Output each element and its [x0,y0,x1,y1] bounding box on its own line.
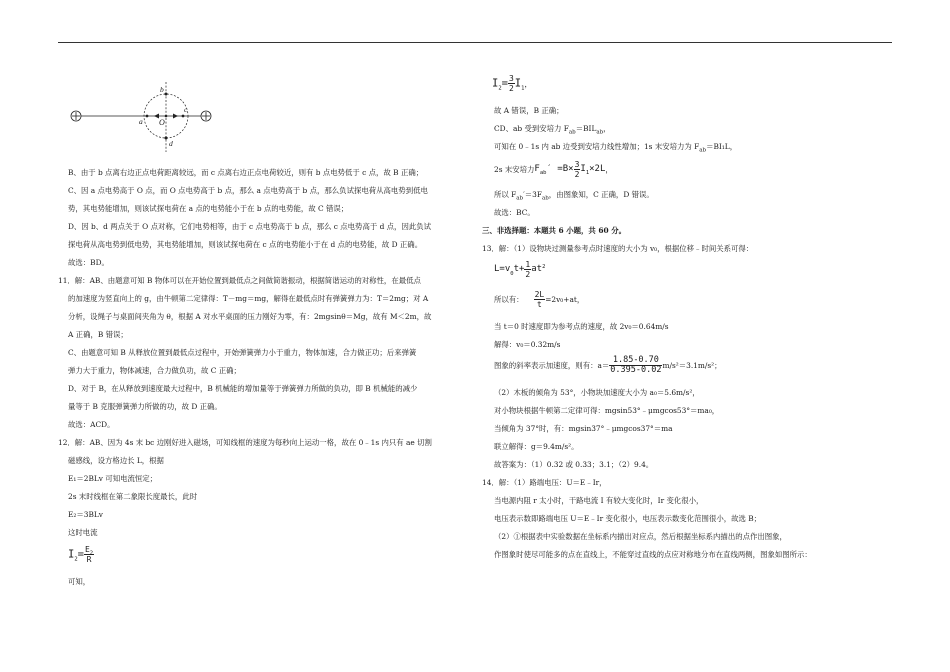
r-line2: CD、ab 受到安培力 $F_{ab}=BIL_{ab}$， [494,124,611,136]
q12-line1: 12．解：AB、因为 4s 末 bc 边刚好进入磁场，可知线框的速度为每秒向上运动一格，故在 0﹣1s 内只有 ae 切割 [58,438,432,447]
q10-option-b: B、由于 b 点离右边正点电荷距离较远，而 c 点离右边正点电荷较近，则有 b 点电势低于 c 点，故 B 正确； [68,168,424,177]
r-line1: 故 A 错误，B 正确； [494,106,564,115]
q13-line2: 所以有： $\frac{2L}{t}$ =2v₀+at， [494,290,585,309]
label-d: d [169,139,173,148]
q11-line4: A 正确，B 错误； [68,330,128,339]
r-line3: 可知在 0﹣1s 内 ab 边受到安培力线性增加；1s 末安培力为 $F_{ab}=BI_1L$， [494,142,738,154]
q14-line4: （2）①根据表中实验数据在坐标系内描出对应点，然后根据坐标系内描出的点作出图象， [494,532,787,541]
q10-answer: 故选：BD。 [68,258,109,267]
q10-option-c-line1: C、因 a 点电势高于 O 点，而 O 点电势高于 b 点，那么 a 点电势高于 b 点，那么负试探电荷从高电势到低电 [68,186,428,195]
q13-line4: 解得：v₀＝0.32m/s [494,340,561,349]
q13-line3: 当 t＝0 时速度即为参考点的速度，故 2v₀＝0.64m/s [494,322,669,331]
electric-field-figure [66,80,216,154]
label-c: c [184,105,188,114]
arrow-right-icon [173,114,178,119]
q11-line8: 量等于 B 克服弹簧弹力所做的功，故 D 正确。 [68,402,222,411]
q11-answer: 故选：ACD。 [68,420,115,429]
label-b: b [160,85,164,94]
q13-line7: 对小物块根据牛顿第二定律可得：mgsin53°﹣μmgcos53°＝ma₀， [494,406,720,415]
q12-line7: 可知， [68,577,91,586]
q11-line6: 弹力大于重力，物体减速，合力做负功，故 C 正确； [68,366,241,375]
r-line5: 所以 $F_{ab}'=3F_{ab}$，由图象知，C 正确，D 错误。 [494,190,654,202]
right-positive-charge-icon [201,111,211,121]
q11-line2: 的加速度为竖直向上的 g，由牛顿第二定律得：T－mg＝mg，解得在最低点时有弹簧弹力为：T＝2mg；对 A [68,294,429,303]
page-top-rule [58,42,892,43]
q14-line2: 当电源内阻 r 太小时，干路电流 I 有较大变化时，Ir 变化很小， [494,496,704,505]
q13-line1: 13．解：（1）设物块过测量参考点时速度的大小为 v₀，根据位移﹣时间关系可得： [482,244,754,253]
label-a: a [139,117,143,126]
q13-line9: 联立解得：g＝9.4m/s²。 [494,442,579,451]
q14-line3: 电压表示数即路端电压 U＝E﹣Ir 变化很小，电压表示数变化范围很小，故选 B； [494,514,762,523]
q14-line5: 作图象时使尽可能多的点在直线上，不能穿过直线的点应对称地分布在直线两侧，图象如图所示： [494,550,812,559]
q13-displacement-formula: $L=v_0t+$ $\frac{1}{2}$ $at^2$ [494,260,546,279]
q11-line5: C、由题意可知 B 从释放位置到最低点过程中，开始弹簧弹力小于重力，物体加速，合力做正功；后来弹簧 [68,348,417,357]
q11-line1: 11．解：AB、由题意可知 B 物体可以在开始位置到最低点之间做简谐振动，根据简谐运动的对称性，在最低点 [58,276,421,285]
q12-line6: 这时电流 [68,528,98,537]
label-o: O [159,118,165,127]
q13-answer: 故答案为：（1）0.32 或 0.33；3.1；（2）9.4。 [494,460,654,469]
q11-line7: D、对于 B，在从释放到速度最大过程中，B 机械能的增加量等于弹簧弹力所做的负功，即 B 机械能的减少 [68,384,418,393]
q11-line3: 分析，设绳子与桌面间夹角为 θ，根据 A 对水平桌面的压力刚好为零，有：2mgsinθ＝Mg，故有 M＜2m，故 [68,312,432,321]
q13-line8: 当倾角为 37°时，有：mgsin37°﹣μmgcos37°＝ma [494,424,673,433]
q12-line3: E₁＝2BLv 可知电流恒定； [68,474,158,483]
q14-line1: 14．解：（1）路端电压：U＝E﹣Ir， [482,478,607,487]
r-line4-ampere-force: 2s 末安培力$F_{ab}' =B\times$ $\frac{3}{2}$ $I_1\times 2L$， [494,160,613,179]
q10-option-d-line2: 探电荷从高电势到低电势，其电势能增加，则该试探电荷在 c 点的电势能小于在 d 点的电势能，故 D 正确。 [68,240,423,249]
q12-line5: E₂＝3BLv [68,510,103,519]
left-positive-charge-icon [71,111,81,121]
section3-heading: 三、非选择题：本题共 6 小题，共 60 分。 [482,226,626,235]
q12-line2: 磁感线，设方格边长 L，根据 [68,456,164,465]
q13-line5-slope: 图象的斜率表示加速度，则有：a＝ $\frac{1.85-0.70}{0.395-0.02}$ m/s²＝3.1m/s²； [494,355,722,375]
q12-line4: 2s 末时线框在第二象限长度最长，此时 [68,492,198,501]
current-ratio-formula: $I_2=$ $\frac{3}{2}$ $I_1$， [492,74,532,93]
q13-line6: （2）木板的倾角为 53°，小物块加速度大小为 a₀＝5.6m/s²， [494,388,700,397]
r-line6: 故选：BC。 [494,208,535,217]
q10-option-d-line1: D、因 b、d 两点关于 O 点对称，它们电势相等，由于 c 点电势高于 b 点，那么 c 点电势高于 d 点，因此负试 [68,222,432,231]
q12-current-formula: $I_2=$ $\frac{E_2}{R}$ [68,545,94,564]
q10-option-c-line2: 势，其电势能增加，则该试探电荷在 a 点的电势能小于在 b 点的电势能，故 C 错误； [68,204,349,213]
